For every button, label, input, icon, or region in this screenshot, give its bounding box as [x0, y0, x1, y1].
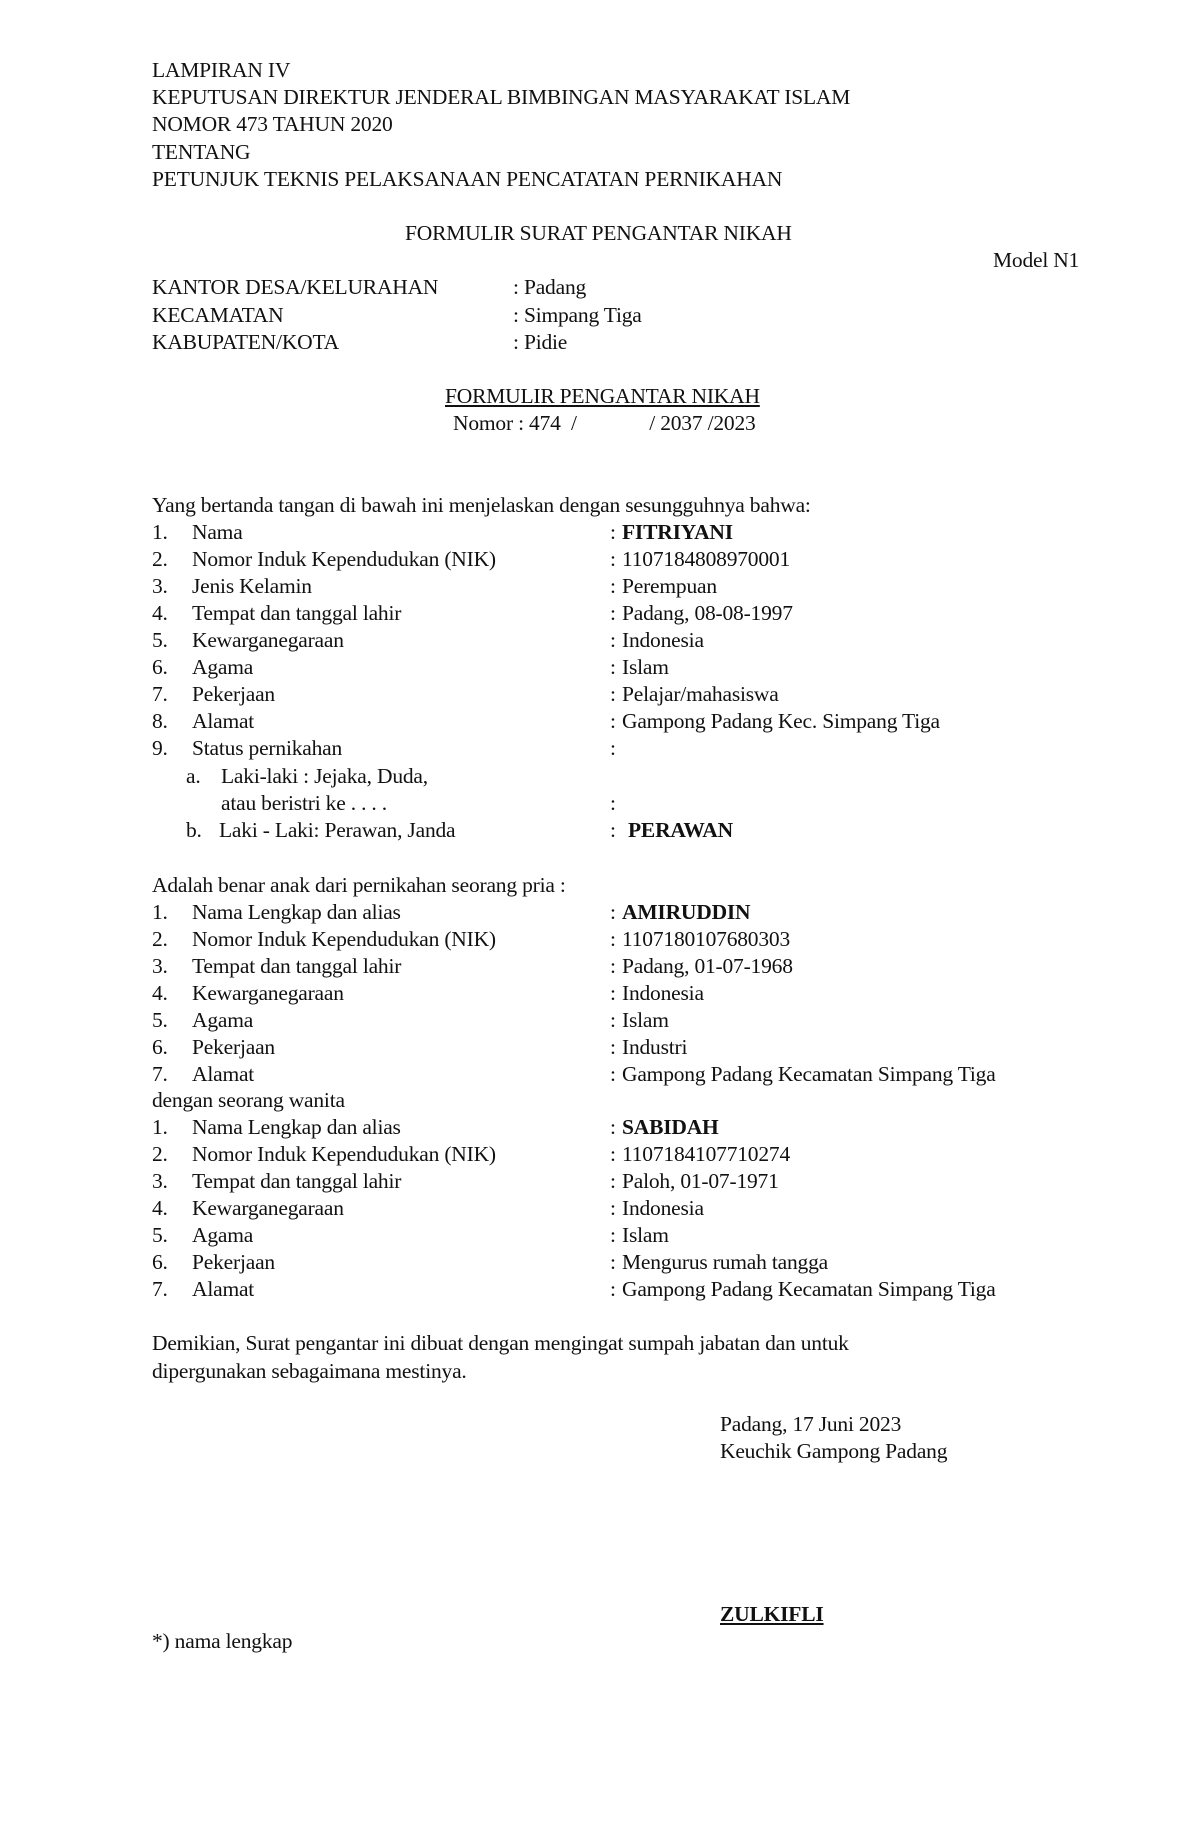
office-label-kabupaten: KABUPATEN/KOTA: [152, 330, 340, 354]
father-row-colon: :: [610, 927, 616, 951]
father-row-number: 6.: [152, 1035, 168, 1059]
mother-row-value: Mengurus rumah tangga: [622, 1250, 828, 1274]
mother-row-colon: :: [610, 1142, 616, 1166]
person-row-number: 7.: [152, 682, 168, 706]
person-row-number: 2.: [152, 547, 168, 571]
status-a-colon: :: [610, 791, 616, 815]
father-row-value: Islam: [622, 1008, 669, 1032]
person-row-value: Gampong Padang Kec. Simpang Tiga: [622, 709, 940, 733]
person-row-number: 8.: [152, 709, 168, 733]
person-row-colon: :: [610, 709, 616, 733]
mother-row-label: Nomor Induk Kependudukan (NIK): [192, 1142, 496, 1166]
mother-row-number: 3.: [152, 1169, 168, 1193]
person-row-colon: :: [610, 655, 616, 679]
father-row-label: Alamat: [192, 1062, 255, 1086]
mother-row-value: Indonesia: [622, 1196, 704, 1220]
father-row-value: Padang, 01-07-1968: [622, 954, 793, 978]
father-row-number: 3.: [152, 954, 168, 978]
person-row-value: Islam: [622, 655, 669, 679]
father-row-number: 5.: [152, 1008, 168, 1032]
mother-row-label: Nama Lengkap dan alias: [192, 1115, 401, 1139]
office-label-desa: KANTOR DESA/KELURAHAN: [152, 275, 439, 299]
person-row-number: 3.: [152, 574, 168, 598]
father-row-number: 1.: [152, 900, 168, 924]
tentang-label: TENTANG: [152, 140, 251, 164]
mother-row-label: Pekerjaan: [192, 1250, 275, 1274]
status-a-number: a.: [186, 764, 201, 788]
mother-row-value: SABIDAH: [622, 1115, 719, 1139]
mother-row-label: Tempat dan tanggal lahir: [192, 1169, 402, 1193]
father-row-value: AMIRUDDIN: [622, 900, 751, 924]
person-row-colon: :: [610, 736, 616, 760]
person-row-value: Pelajar/mahasiswa: [622, 682, 779, 706]
person-row-label: Alamat: [192, 709, 255, 733]
person-row-label: Pekerjaan: [192, 682, 275, 706]
mother-row-label: Kewarganegaraan: [192, 1196, 344, 1220]
person-row-label: Nama: [192, 520, 243, 544]
father-row-colon: :: [610, 954, 616, 978]
person-row-label: Nomor Induk Kependudukan (NIK): [192, 547, 496, 571]
mother-row-label: Agama: [192, 1223, 254, 1247]
sub-title: FORMULIR PENGANTAR NIKAH: [445, 384, 760, 408]
signature-position: Keuchik Gampong Padang: [720, 1439, 948, 1463]
person-row-colon: :: [610, 574, 616, 598]
person-row-label: Jenis Kelamin: [192, 574, 312, 598]
person-row-number: 9.: [152, 736, 168, 760]
father-intro: Adalah benar anak dari pernikahan seorang pria :: [152, 873, 566, 897]
mother-intro: dengan seorang wanita: [152, 1088, 345, 1112]
father-row-number: 2.: [152, 927, 168, 951]
father-row-label: Pekerjaan: [192, 1035, 275, 1059]
person-row-label: Agama: [192, 655, 254, 679]
father-row-number: 7.: [152, 1062, 168, 1086]
person-row-value: Perempuan: [622, 574, 717, 598]
mother-row-value: Islam: [622, 1223, 669, 1247]
person-row-label: Status pernikahan: [192, 736, 343, 760]
closing-line-1: Demikian, Surat pengantar ini dibuat dengan mengingat sumpah jabatan dan untuk: [152, 1331, 849, 1355]
person-row-number: 5.: [152, 628, 168, 652]
mother-row-number: 4.: [152, 1196, 168, 1220]
mother-row-colon: :: [610, 1169, 616, 1193]
nomor-keputusan: NOMOR 473 TAHUN 2020: [152, 112, 393, 136]
signature-place-date: Padang, 17 Juni 2023: [720, 1412, 902, 1436]
mother-row-colon: :: [610, 1115, 616, 1139]
status-a-line2: atau beristri ke . . . .: [221, 791, 387, 815]
father-row-colon: :: [610, 981, 616, 1005]
status-b-label: Laki - Laki: Perawan, Janda: [219, 818, 456, 842]
office-value-kecamatan: : Simpang Tiga: [513, 303, 642, 327]
father-row-colon: :: [610, 1008, 616, 1032]
father-row-colon: :: [610, 1035, 616, 1059]
closing-line-2: dipergunakan sebagaimana mestinya.: [152, 1359, 467, 1383]
status-b-number: b.: [186, 818, 202, 842]
mother-row-number: 2.: [152, 1142, 168, 1166]
office-value-desa: : Padang: [513, 275, 587, 299]
nomor-line: Nomor : 474 / / 2037 /2023: [453, 411, 756, 435]
father-row-label: Nama Lengkap dan alias: [192, 900, 401, 924]
mother-row-colon: :: [610, 1223, 616, 1247]
person-row-colon: :: [610, 682, 616, 706]
father-row-value: Indonesia: [622, 981, 704, 1005]
lampiran-label: LAMPIRAN IV: [152, 58, 291, 82]
father-row-colon: :: [610, 900, 616, 924]
keputusan-line: KEPUTUSAN DIREKTUR JENDERAL BIMBINGAN MASYARAKAT ISLAM: [152, 85, 851, 109]
footnote: *) nama lengkap: [152, 1629, 293, 1653]
person-row-value: Padang, 08-08-1997: [622, 601, 793, 625]
person-row-label: Tempat dan tanggal lahir: [192, 601, 402, 625]
office-label-kecamatan: KECAMATAN: [152, 303, 284, 327]
model-label: Model N1: [993, 248, 1080, 272]
mother-row-number: 5.: [152, 1223, 168, 1247]
mother-row-value: 1107184107710274: [622, 1142, 791, 1166]
person-row-colon: :: [610, 520, 616, 544]
father-row-label: Kewarganegaraan: [192, 981, 344, 1005]
person-row-value: FITRIYANI: [622, 520, 733, 544]
father-row-colon: :: [610, 1062, 616, 1086]
person-row-colon: :: [610, 547, 616, 571]
status-b-colon: :: [610, 818, 616, 842]
father-row-label: Agama: [192, 1008, 254, 1032]
father-row-label: Nomor Induk Kependudukan (NIK): [192, 927, 496, 951]
person-row-colon: :: [610, 601, 616, 625]
father-row-number: 4.: [152, 981, 168, 1005]
father-row-value: Industri: [622, 1035, 688, 1059]
father-row-value: 1107180107680303: [622, 927, 791, 951]
father-row-label: Tempat dan tanggal lahir: [192, 954, 402, 978]
mother-row-value: Gampong Padang Kecamatan Simpang Tiga: [622, 1277, 996, 1301]
father-row-value: Gampong Padang Kecamatan Simpang Tiga: [622, 1062, 996, 1086]
intro-text: Yang bertanda tangan di bawah ini menjelaskan dengan sesungguhnya bahwa:: [152, 493, 811, 517]
person-row-label: Kewarganegaraan: [192, 628, 344, 652]
person-row-number: 6.: [152, 655, 168, 679]
status-a-line1: Laki-laki : Jejaka, Duda,: [221, 764, 428, 788]
person-row-number: 1.: [152, 520, 168, 544]
mother-row-value: Paloh, 01-07-1971: [622, 1169, 779, 1193]
office-value-kabupaten: : Pidie: [513, 330, 568, 354]
form-title: FORMULIR SURAT PENGANTAR NIKAH: [405, 221, 792, 245]
status-b-value: PERAWAN: [628, 818, 733, 842]
mother-row-colon: :: [610, 1250, 616, 1274]
petunjuk-line: PETUNJUK TEKNIS PELAKSANAAN PENCATATAN PERNIKAHAN: [152, 167, 783, 191]
person-row-colon: :: [610, 628, 616, 652]
mother-row-colon: :: [610, 1277, 616, 1301]
mother-row-number: 6.: [152, 1250, 168, 1274]
mother-row-colon: :: [610, 1196, 616, 1220]
person-row-number: 4.: [152, 601, 168, 625]
person-row-value: 1107184808970001: [622, 547, 791, 571]
person-row-value: Indonesia: [622, 628, 704, 652]
mother-row-number: 7.: [152, 1277, 168, 1301]
mother-row-number: 1.: [152, 1115, 168, 1139]
mother-row-label: Alamat: [192, 1277, 255, 1301]
signature-name: ZULKIFLI: [720, 1602, 824, 1626]
